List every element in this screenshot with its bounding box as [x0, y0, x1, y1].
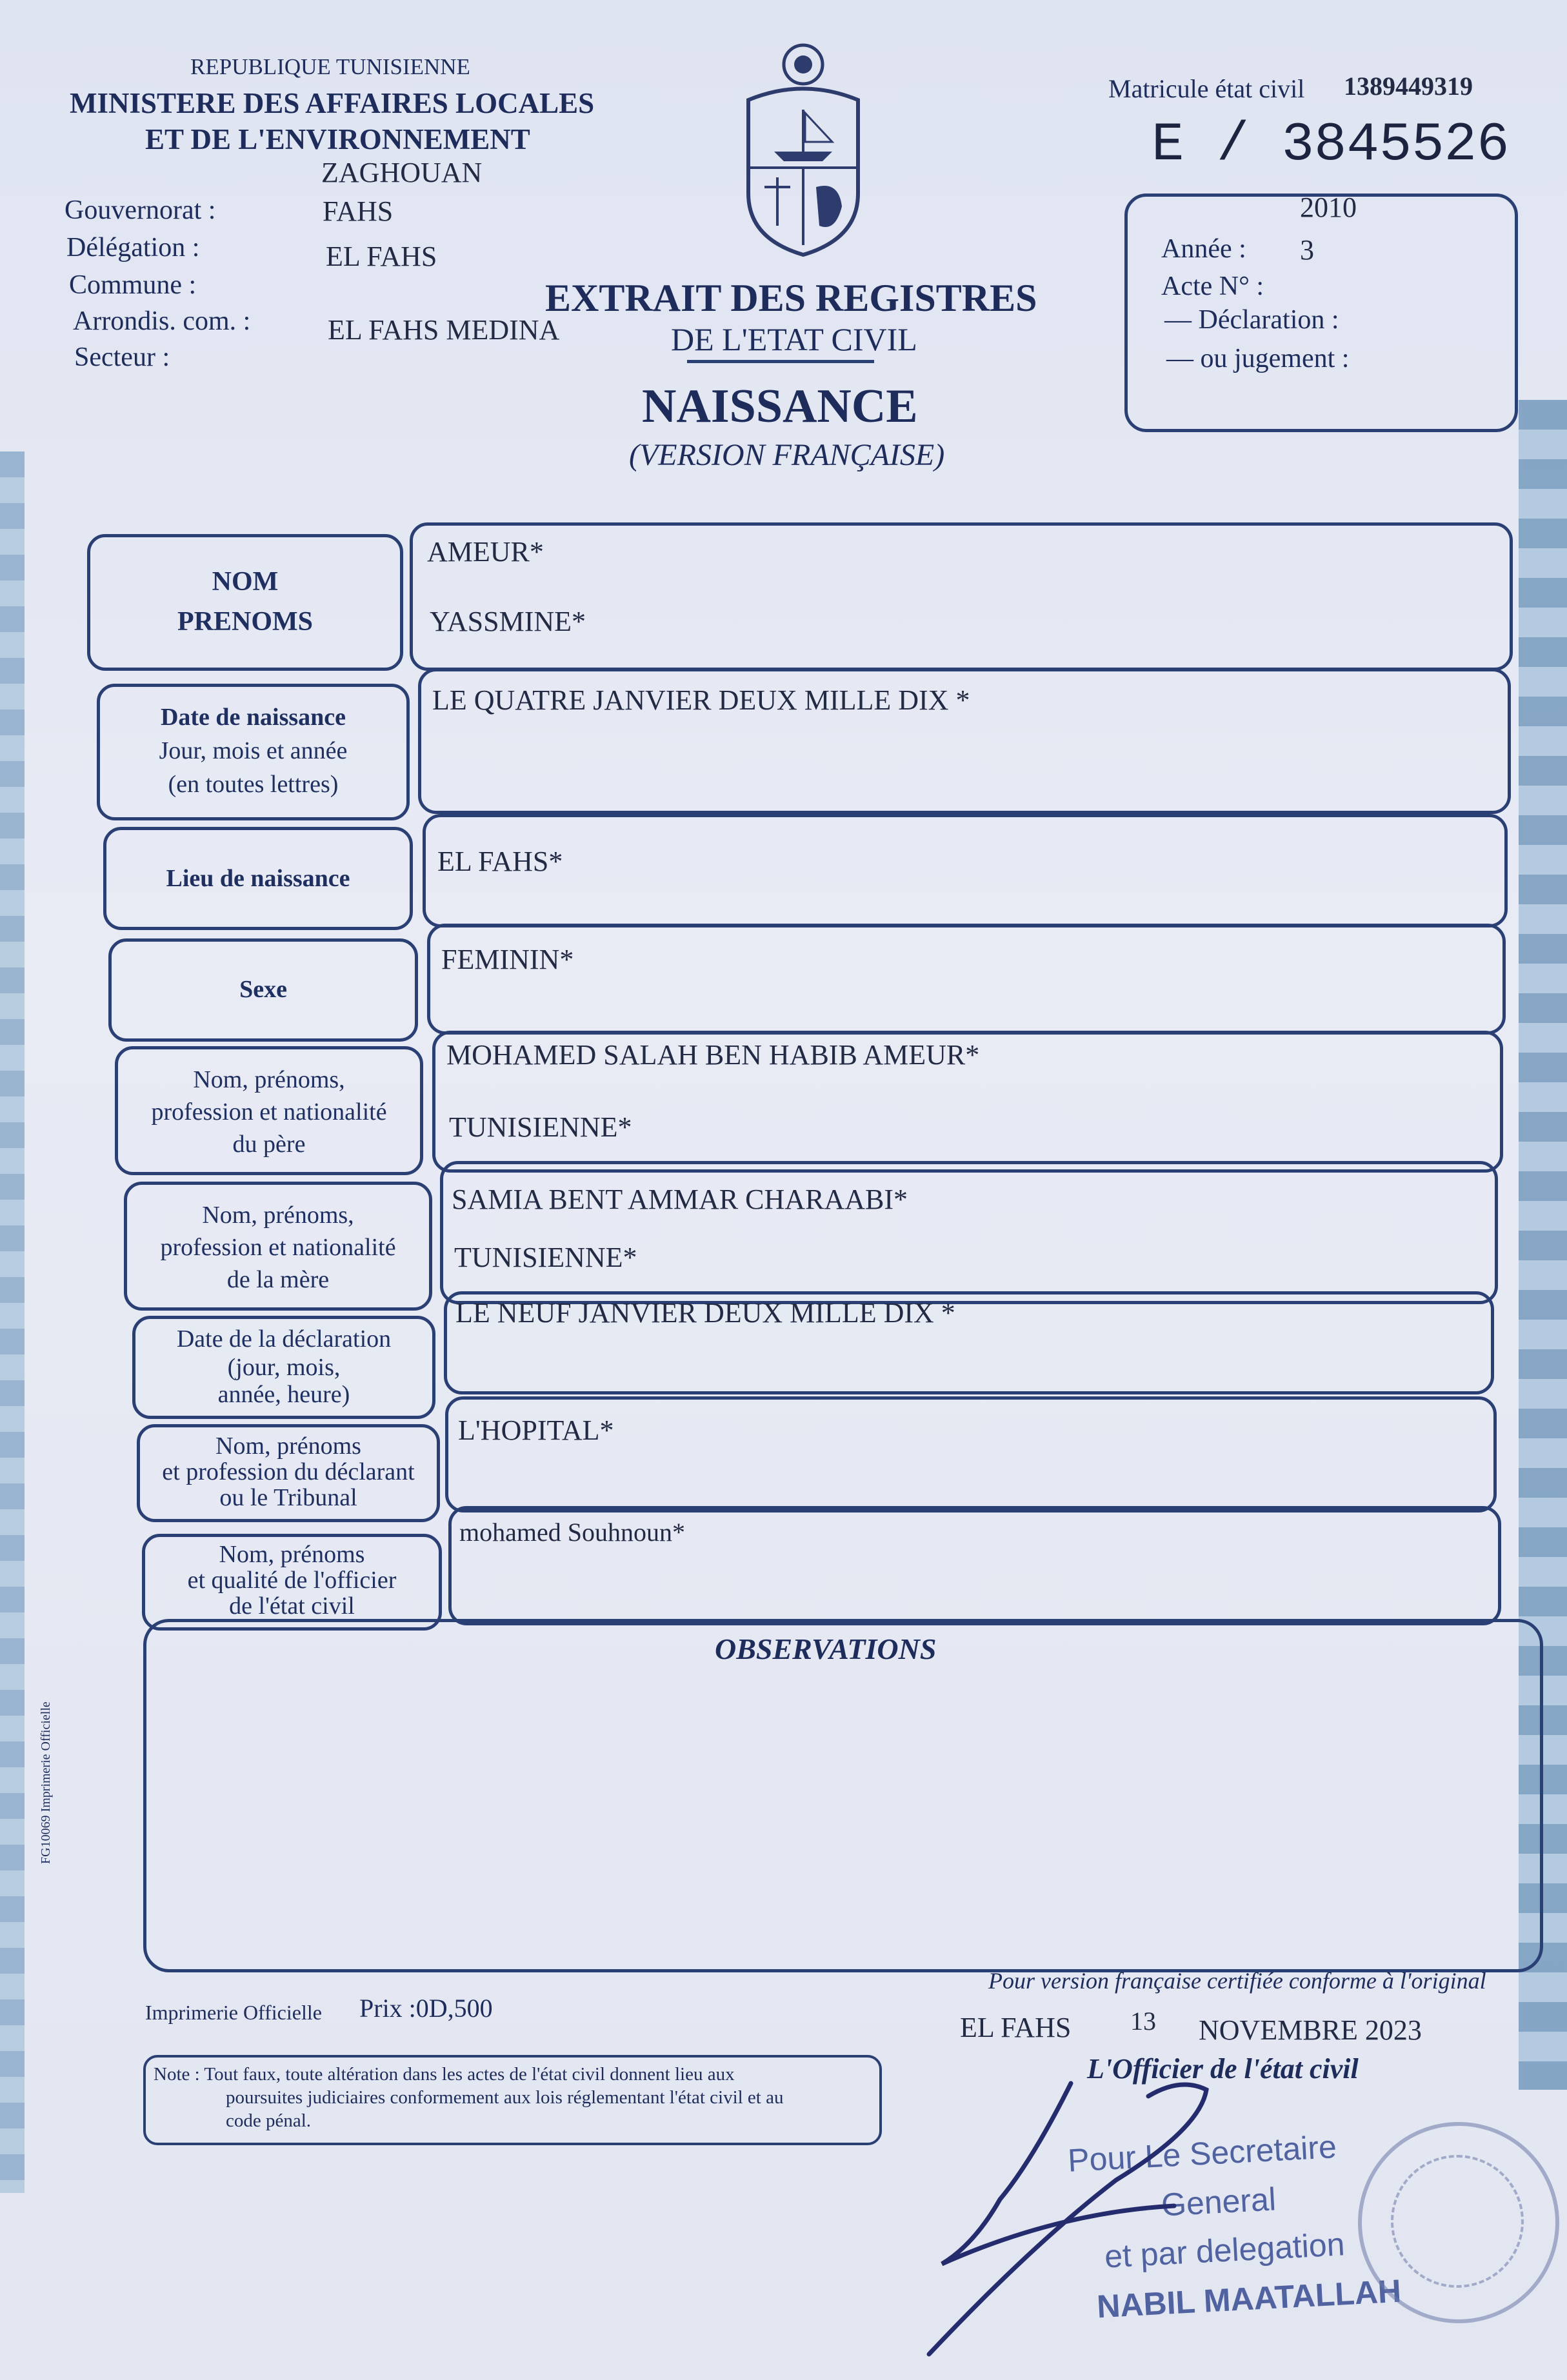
gouvernorat-label: Gouvernorat :: [65, 195, 216, 225]
decorative-border-left: [0, 451, 25, 2193]
nom-label: NOM: [212, 567, 279, 597]
jugement-label: — ou jugement :: [1166, 344, 1350, 373]
lieu-value-box: [423, 814, 1508, 927]
annee-value: 2010: [1300, 192, 1357, 223]
commune-label: Commune :: [69, 270, 197, 300]
date-naissance-sublabel2: (en toutes lettres): [168, 771, 339, 798]
declaration-date-label3: année, heure): [217, 1381, 350, 1408]
legal-note-line2: poursuites judiciaires conformement aux lois réglementant l'état civil et au: [226, 2087, 784, 2108]
mere-nationality-value: TUNISIENNE*: [454, 1242, 637, 1273]
declarant-label1: Nom, prénoms: [215, 1433, 361, 1460]
tunisia-coat-of-arms-icon: [735, 39, 871, 258]
prenoms-value: YASSMINE*: [430, 606, 586, 637]
officier-value: mohamed Souhnoun*: [459, 1518, 685, 1547]
date-naissance-label: Date de naissance: [160, 704, 346, 731]
region-value: ZAGHOUAN: [321, 157, 483, 188]
mere-label2: profession et nationalité: [160, 1234, 396, 1261]
gouvernorat-value: FAHS: [323, 195, 394, 227]
signature-stamp-line4: NABIL MAATALLAH: [1095, 2272, 1402, 2325]
official-round-stamp-icon: [1358, 2122, 1559, 2323]
serial-number: E / 3845526: [1152, 115, 1510, 176]
matricule-value: 1389449319: [1344, 72, 1473, 101]
pere-label1: Nom, prénoms,: [193, 1066, 345, 1093]
title-extrait: EXTRAIT DES REGISTRES: [545, 277, 1037, 319]
declaration-date-label1: Date de la déclaration: [176, 1325, 392, 1353]
mere-label1: Nom, prénoms,: [202, 1202, 354, 1229]
declarant-value: L'HOPITAL*: [458, 1414, 614, 1446]
pere-nationality-value: TUNISIENNE*: [449, 1111, 632, 1143]
mere-name-value: SAMIA BENT AMMAR CHARAABI*: [452, 1184, 908, 1215]
arrondis-label: Arrondis. com. :: [73, 306, 251, 336]
secteur-label: Secteur :: [74, 342, 170, 372]
observations-box: [143, 1619, 1543, 1972]
delegation-value: EL FAHS: [326, 241, 437, 272]
officier-label2: et qualité de l'officier: [187, 1567, 397, 1594]
signature-stamp-line1: Pour Le Secretaire: [1066, 2128, 1338, 2179]
mere-label3: de la mère: [226, 1266, 330, 1293]
declaration-label: — Déclaration :: [1164, 305, 1339, 335]
signature-stamp-line2: General: [1160, 2181, 1277, 2223]
prix-label: Prix :0D,500: [359, 1994, 493, 2023]
lieu-value: EL FAHS*: [437, 846, 563, 877]
lieu-label: Lieu de naissance: [166, 865, 350, 892]
title-divider: [687, 360, 874, 363]
signature-stamp-line3: et par delegation: [1103, 2226, 1346, 2275]
title-version: (VERSION FRANÇAISE): [629, 438, 945, 472]
sexe-label: Sexe: [239, 976, 287, 1003]
title-etat-civil: DE L'ETAT CIVIL: [671, 321, 917, 357]
delegation-label: Délégation :: [66, 233, 200, 263]
nom-label-box: [87, 534, 403, 671]
nom-value-box: [410, 522, 1513, 671]
annee-label: Année :: [1161, 234, 1246, 264]
sexe-value-box: [427, 924, 1506, 1035]
prenoms-label: PRENOMS: [177, 607, 313, 637]
acte-label: Acte N° :: [1161, 272, 1264, 301]
republic-label: REPUBLIQUE TUNISIENNE: [190, 54, 470, 79]
arrondis-value: EL FAHS MEDINA: [328, 314, 560, 346]
acte-value: 3: [1300, 234, 1314, 266]
place-value: EL FAHS: [960, 2012, 1072, 2043]
officer-title: L'Officier de l'état civil: [1087, 2053, 1359, 2085]
side-print-code: FG10069 Imprimerie Officielle: [39, 1701, 53, 1864]
observations-label: OBSERVATIONS: [715, 1632, 937, 1665]
officier-label1: Nom, prénoms: [219, 1541, 365, 1568]
ministry-line1: MINISTERE DES AFFAIRES LOCALES: [70, 87, 595, 119]
month-year-value: NOVEMBRE 2023: [1199, 2014, 1422, 2046]
certified-label: Pour version française certifiée conforme à l'original: [988, 1968, 1486, 1994]
handwritten-signature-icon: [903, 2051, 1264, 2374]
legal-note-line3: code pénal.: [226, 2110, 312, 2131]
sexe-value: FEMININ*: [441, 944, 574, 975]
officier-label3: de l'état civil: [229, 1592, 355, 1620]
title-naissance: NAISSANCE: [642, 380, 918, 433]
declaration-date-value: LE NEUF JANVIER DEUX MILLE DIX *: [455, 1297, 955, 1329]
pere-label2: profession et nationalité: [151, 1098, 387, 1126]
imprimerie-label: Imprimerie Officielle: [145, 2001, 322, 2024]
nom-value: AMEUR*: [427, 536, 544, 568]
declarant-label2: et profession du déclarant: [162, 1458, 415, 1485]
day-value: 13: [1130, 2007, 1156, 2036]
date-naissance-value: LE QUATRE JANVIER DEUX MILLE DIX *: [432, 684, 970, 716]
legal-note-line1: Note : Tout faux, toute altération dans les actes de l'état civil donnent lieu aux: [154, 2064, 735, 2085]
pere-name-value: MOHAMED SALAH BEN HABIB AMEUR*: [446, 1039, 980, 1071]
matricule-label: Matricule état civil: [1108, 74, 1305, 103]
declaration-date-label2: (jour, mois,: [227, 1354, 341, 1381]
pere-label3: du père: [232, 1131, 306, 1158]
declarant-label3: ou le Tribunal: [219, 1484, 357, 1511]
date-naissance-sublabel1: Jour, mois et année: [159, 737, 348, 764]
ministry-line2: ET DE L'ENVIRONNEMENT: [145, 123, 530, 155]
